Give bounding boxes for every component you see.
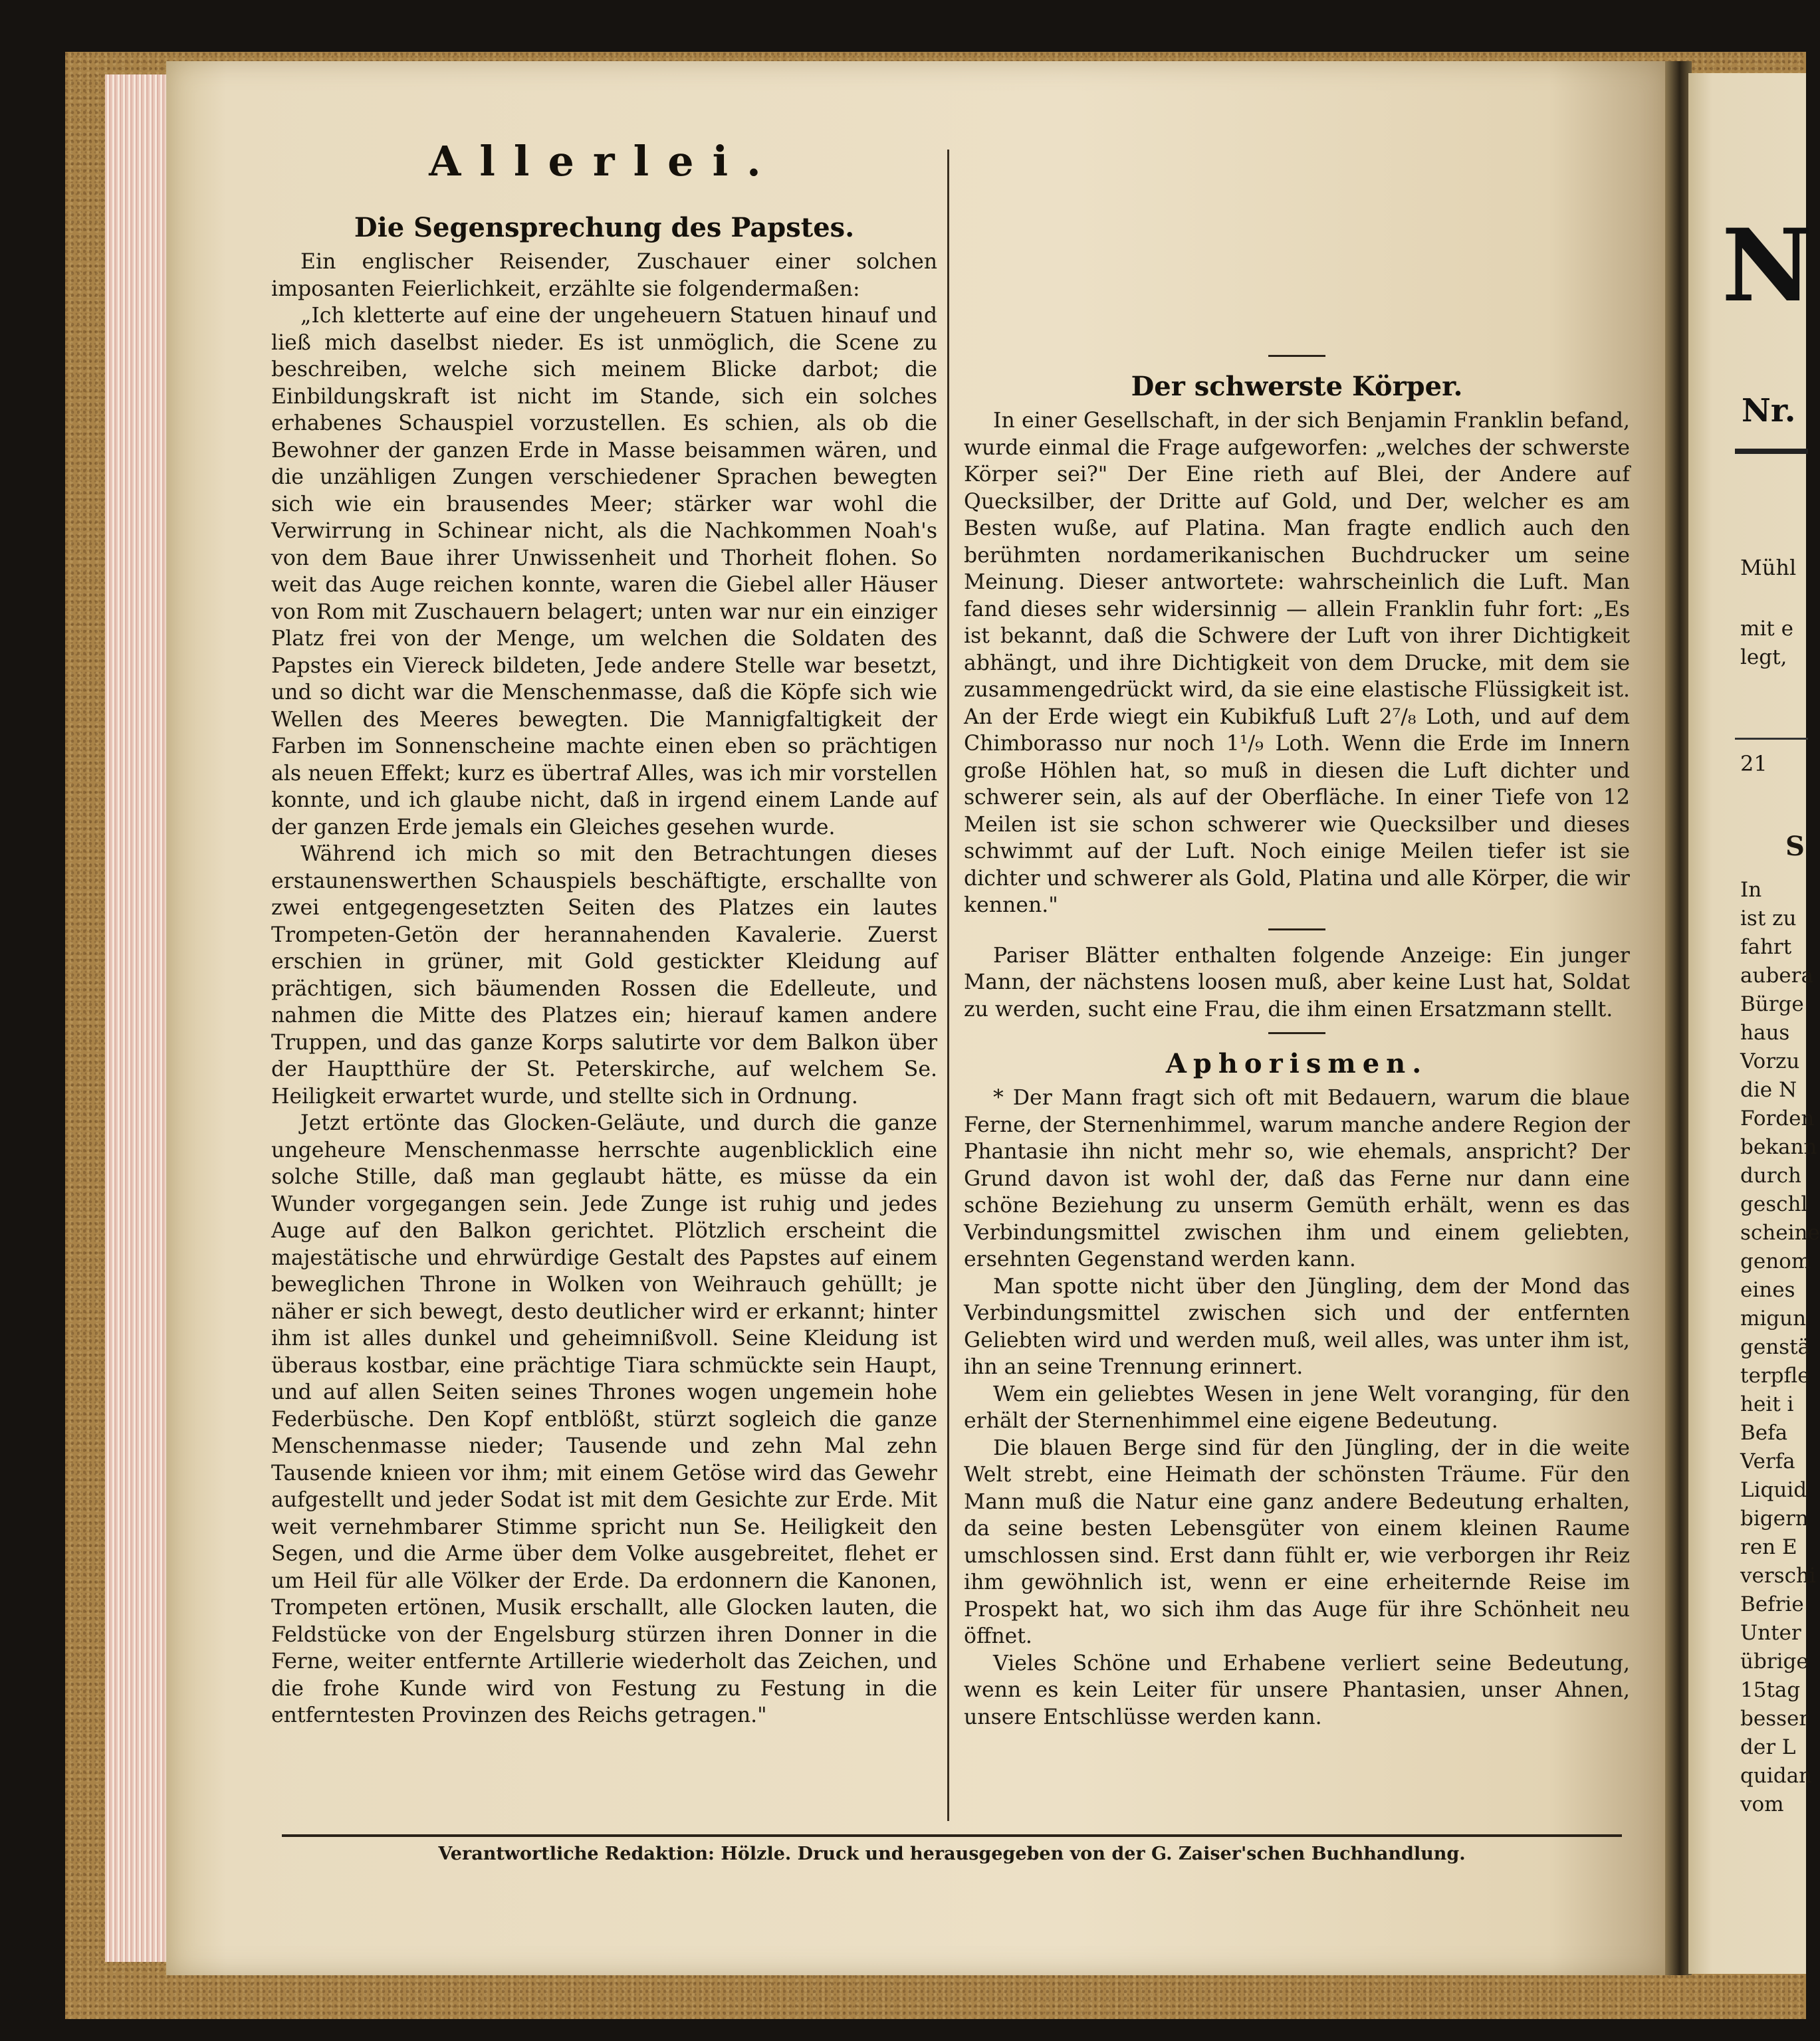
section-title-aphorismen: Aphorismen. [1165,1048,1428,1079]
paragraph: Wem ein geliebtes Wesen in jene Welt voranging, für den erhält der Sternenhimmel eine eigene Bedeutung. [964,1382,1630,1433]
page-headline: Allerlei. [429,137,780,185]
column-divider [947,150,949,1821]
right-column [964,134,1630,1731]
facing-page-body: In ist zu fahrt aubera Bürge haus Vorzu die N Forden bekann durch geschl scheine genom eines migun genstä terpfle heit i Befa Verfa Liquid bigern ren E verschi Befrie Unter übrige 15tag besser der L quidan vom [1740,878,1820,1816]
imprint-line: Verantwortliche Redaktion: Hölzle. Druck und herausgegeben von der G. Zaiser'schen Buchhandlung. [438,1844,1466,1864]
paragraph: Ein englischer Reisender, Zuschauer einer solchen imposanten Feierlichkeit, erzählte sie folgendermaßen: [271,250,937,301]
paragraph: „Ich kletterte auf eine der ungeheuern Statuen hinauf und ließ mich daselbst nieder. Es ist unmöglich, die Scene zu beschreiben, welche sich meinem Blicke darbot; die Einbildungskraft ist nicht im Stande, sich ein solches erhabenes Schauspiel vorzustellen. Es schien, als ob die Bewohner der ganzen Erde in Masse beisammen wären, und die unzähligen Zungen verschiedener Sprachen bewegten sich wie ein brausendes Meer; stärker war wohl die Verwirrung in Schinear nicht, als die Nachkommen Noah's von dem Baue ihrer Unwissenheit und Thorheit flohen. So weit das Auge reichen konnte, waren die Giebel aller Häuser von Rom mit Zuschauern belagert; unten war nur ein einziger Platz frei von der Menge, um welchen die Soldaten des Papstes ein Viereck bildeten, Jede andere Stelle war besetzt, und so dicht war die Menschenmasse, daß die Köpfe sich wie Wellen des Meeres bewegten. Die Mannigfaltigkeit der Farben im Sonnenscheine machte einen eben so prächtigen als neuen Effekt; kurz es übertraf Alles, was ich mir vorstellen konnte, und ich glaube nicht, daß in irgend einem Lande auf der ganzen Erde jemals ein Gleiches gesehen wurde. [271,304,937,839]
paragraph: Vieles Schöne und Erhabene verliert seine Bedeutung, wenn es kein Leiter für unsere Phantasien, unser Ahnen, unsere Entschlüsse werden kann. [964,1651,1630,1729]
section-title-papst: Die Segensprechung des Papstes. [354,212,855,243]
paragraph: In einer Gesellschaft, in der sich Benjamin Franklin befand, wurde einmal die Frage aufgeworfen: „welches der schwerste Körper sei?" Der Eine rieth auf Blei, der Andere auf Quecksilber, der Dritte auf Gold, und Der, welcher es am Besten wuße, auf Platina. Man fragte endlich auch den berühmten nordamerikanischen Buchdrucker um seine Meinung. Dieser antwortete: wahrscheinlich die Luft. Man fand dieses sehr widersinnig — allein Franklin fuhr fort: „Es ist bekannt, daß die Schwere der Luft von ihrer Dichtigkeit abhängt, und ihre Dichtigkeit von dem Drucke, mit dem sie zusammengedrückt wird, da sie eine elastische Flüssigkeit ist. An der Erde wiegt ein Kubikfuß Luft 2⁷/₈ Loth, und auf dem Chimborasso nur noch 1¹/₉ Loth. Wenn die Erde im Innern große Höhlen hat, so muß in diesen die Luft dichter und schwerer sein, als auf der Oberfläche. In einer Tiefe von 12 Meilen ist sie schon schwerer wie Quecksilber und dieses schwimmt auf der Luft. Noch einige Meilen tiefer ist sie dichter und schwerer als Gold, Platina und alle Körper, die wir kennen." [964,409,1630,917]
facing-page-date: 21 [1740,751,1767,776]
facing-page-section-letter: S [1785,831,1805,862]
facing-page-rule [1735,449,1808,454]
paragraph: Während ich mich so mit den Betrachtungen dieses erstaunenswerthen Schauspiels beschäftigte, erschallte von zwei entgegengesetzten Seiten des Platzes ein lautes Trompeten-Getön der herannahenden Kavalerie. Zuerst erschien in grüner, mit Gold gestickter Kleidung auf prächtigen, sich bäumenden Rossen die Edelleute, und nahmen die Mitte des Platzes ein; hierauf kamen andere Truppen, und das ganze Korps salutirte vor dem Balkon über der Hauptthüre der St. Peterskirche, auf welchem Se. Heiligkeit erwartet wurde, und stellte sich in Ordnung. [271,842,937,1109]
paragraph: Pariser Blätter enthalten folgende Anzeige: Ein junger Mann, der nächstens loosen muß, aber keine Lust hat, Soldat zu werden, sucht eine Frau, die ihm einen Ersatzmann stellt. [964,943,1630,1021]
left-column [271,157,937,1729]
page-stack-edge [105,74,168,1962]
facing-page-header-text: Mühl [1740,555,1797,580]
paragraph: Jetzt ertönte das Glocken-Geläute, und durch die ganze ungeheure Menschenmasse herrschte augenblicklich eine solche Stille, daß man geglaubt hätte, es müsse da ein Wunder vorgegangen sein. Jede Zunge ist ruhig und jedes Auge auf den Balkon gerichtet. Plötzlich erscheint die majestätische und ehrwürdige Gestalt des Papstes auf einem beweglichen Throne in Wolken von Weihrauch gehüllt; je näher er sich bewegt, desto deutlicher wird er erkannt; hinter ihm ist alles dunkel und geheimnißvoll. Seine Kleidung ist überaus kostbar, eine prächtige Tiara schmückte sein Haupt, und auf allen Seiten seines Thrones wogen ungemein hohe Federbüsche. Den Kopf entblößt, stürzt sogleich die ganze Menschenmasse nieder; Tausende und zehn Mal zehn Tausende knieen vor ihm; mit einem Getöse wird das Gewehr aufgestellt und jeder Sodat ist mit dem Gesichte zur Erde. Mit weit vernehmbarer Stimme spricht nun Se. Heiligkeit den Segen, und die Arme über dem Volke ausgebreitet, flehet er um Heil für alle Völker der Erde. Da erdonnern die Kanonen, Trompeten ertönen, Musik erschallt, alle Glocken lauten, die Feldstücke von der Engelsburg stürzen ihren Donner in die Ferne, weiter entfernte Artillerie wiederholt das Zeichen, und die frohe Kunde wird von Festung zu Festung in die entferntesten Provinzen des Reichs getragen." [271,1111,937,1727]
book-gutter [1665,61,1692,1975]
section-rule [1268,928,1325,930]
footer-rule [282,1834,1622,1837]
facing-page-issue-number: Nr. [1742,392,1796,429]
facing-page-title-letter: N [1722,207,1813,324]
paragraph: Die blauen Berge sind für den Jüngling, der in die weite Welt strebt, eine Heimath der schönsten Träume. Für den Mann muß die Natur eine ganz andere Bedeutung erhalten, da seine besten Lebensgüter von einem kleinen Raume umschlossen sind. Erst dann fühlt er, wie verborgen ihr Reiz ihm gewöhnlich ist, wenn er eine erheiternde Reise im Prospekt hat, wo sich ihm das Auge für ihre Schönheit neu öffnet. [964,1436,1630,1648]
facing-page-rule [1735,738,1808,740]
paragraph: * Der Mann fragt sich oft mit Bedauern, warum die blaue Ferne, der Sternenhimmel, warum manche andere Region der Phantasie ihn nicht mehr so, wie ehemals, anspricht? Der Grund davon ist wohl der, daß das Ferne nur dann eine schöne Beziehung zu unserm Gemüth erhält, wenn es das Verbindungsmittel zwischen ihm und einem geliebten, ersehnten Gegenstand werden kann. [964,1086,1630,1271]
section-title-koerper: Der schwerste Körper. [1131,371,1463,402]
facing-page-text: mit e legt, [1740,617,1793,669]
paragraph: Man spotte nicht über den Jüngling, dem der Mond das Verbindungsmittel zwischen sich und der entfernten Geliebten wird und werden muß, weil alles, was unter ihm ist, ihn an seine Trennung erinnert. [964,1274,1630,1379]
section-rule [1268,1032,1325,1034]
section-rule [1268,355,1325,357]
